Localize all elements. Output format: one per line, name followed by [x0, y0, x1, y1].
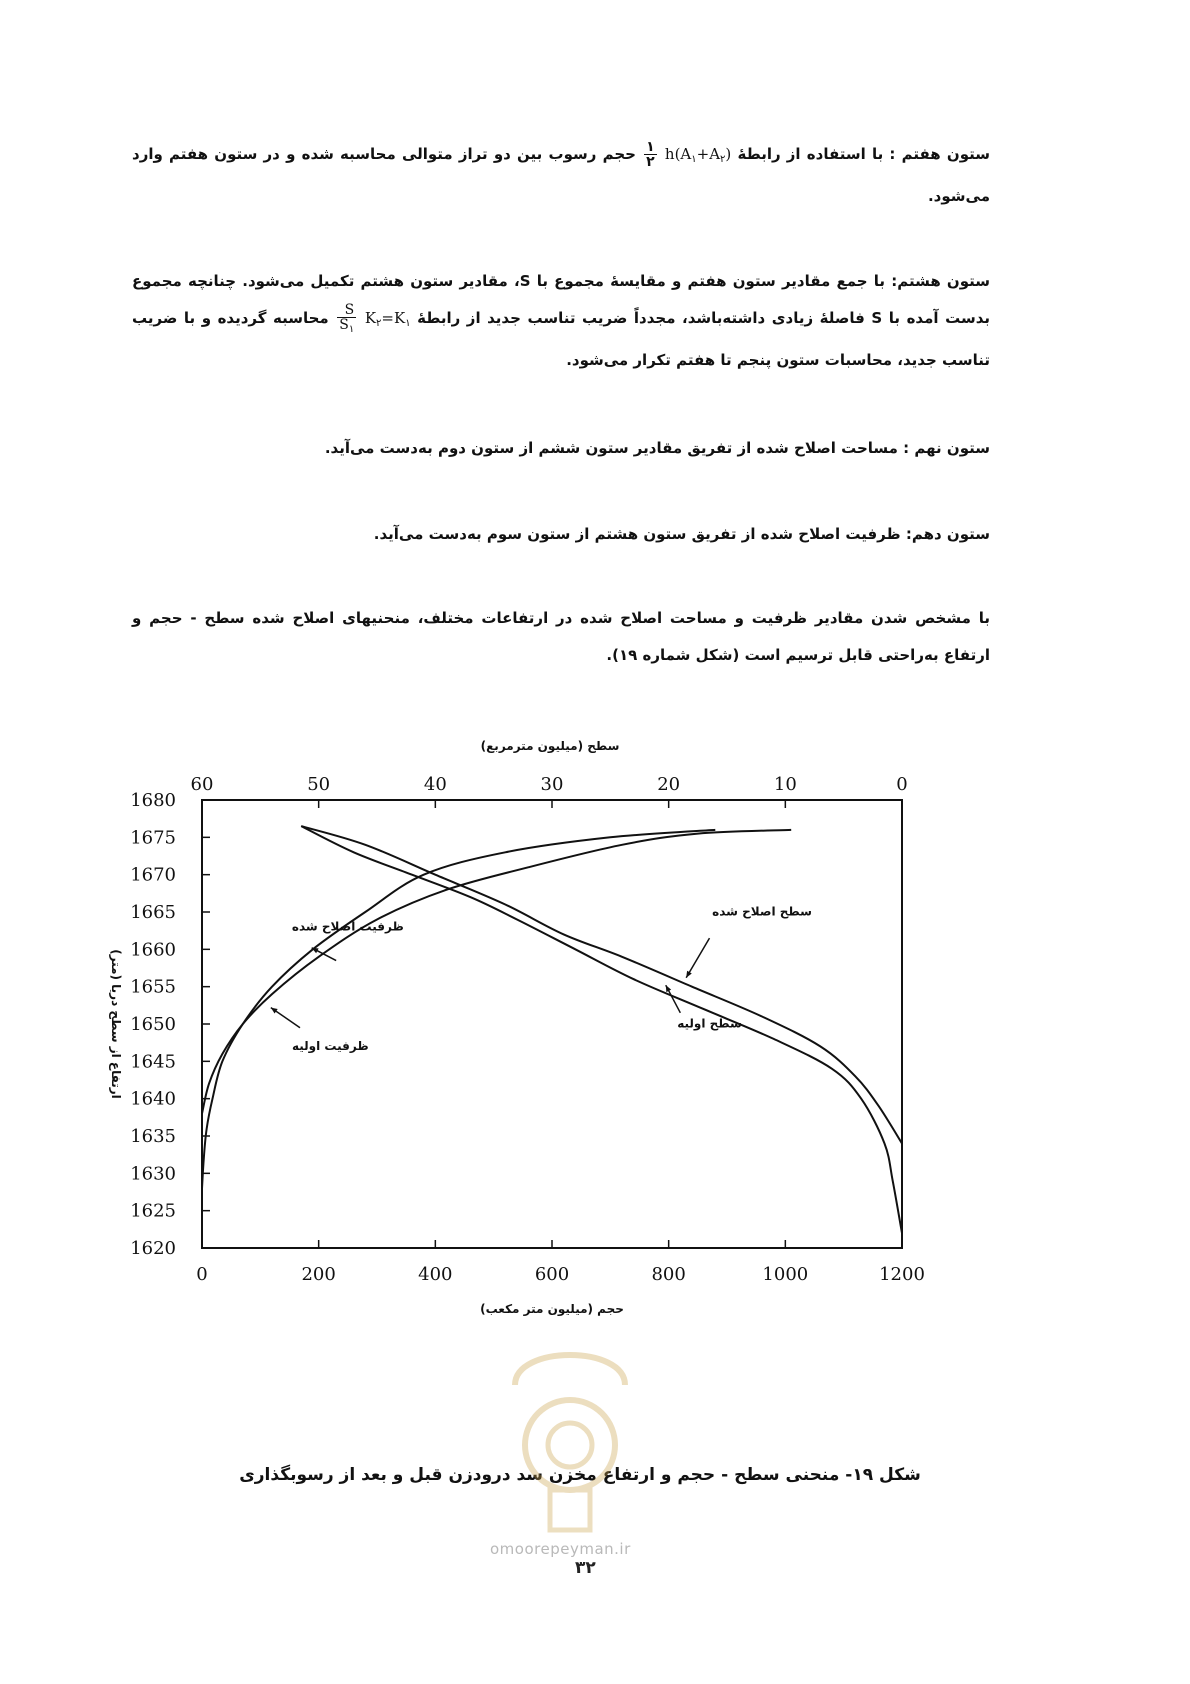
- series-corrected-area: [301, 826, 902, 1143]
- col8-line1: ستون هشتم: با جمع مقادیر ستون هفتم و مقایسهٔ مجموع با S، مقادیر ستون هشتم تکمیل می‌شود. چنانچه مجموع بدست آمده با S فاصلهٔ زیادی داشته‌باشد، مجدداً ضریب تناسب جدید از رابطهٔ: [132, 272, 991, 327]
- col8-line2: محاسبه گردیده و با ضریب تناسب جدید، محاسبات ستون پنجم تا هفتم تکرار می‌شود.: [132, 309, 990, 369]
- annotation-corrected-capacity: ظرفیت اصلاح شده: [291, 919, 404, 934]
- y-tick-label: 1620: [130, 1238, 176, 1259]
- paragraph-summary: با مشخص شدن مقادیر ظرفیت و مساحت اصلاح شده در ارتفاعات مختلف، منحنیهای اصلاح شده سطح - حجم و ارتفاع به‌راحتی قابل ترسیم است (شکل شماره ۱۹).: [132, 609, 990, 664]
- y-axis-title: ارتفاع از سطح دریا (متر): [109, 949, 123, 1099]
- y-tick-label: 1635: [130, 1126, 176, 1147]
- y-tick-label: 1645: [130, 1051, 176, 1073]
- paragraph-col9: ستون نهم : مساحت اصلاح شده از تفریق مقادیر ستون ششم از ستون دوم به‌دست می‌آید.: [324, 439, 990, 457]
- x-tick-label: 600: [534, 1264, 570, 1285]
- y-tick-label: 1680: [130, 790, 176, 811]
- top-axis-title: سطح (میلیون مترمربع): [480, 739, 620, 753]
- annotation-corrected-area-leader: [686, 938, 709, 978]
- col8-fraction: $\frac{S}{S_۱}$: [339, 301, 355, 335]
- x-tick-label: 800: [651, 1264, 686, 1285]
- x-axis-title: حجم (میلیون متر مکعب): [480, 1302, 624, 1316]
- y-tick-label: 1655: [130, 976, 176, 998]
- x-tick-label: 1200: [879, 1264, 925, 1285]
- x-tick-label: 200: [301, 1264, 336, 1285]
- x-tick-label: 1000: [762, 1264, 809, 1285]
- top-tick-label: 60: [190, 774, 214, 795]
- page-number: ۳۲: [575, 1558, 596, 1578]
- col7-rest: حجم رسوب بین دو تراز متوالی محاسبه شده و در ستون هفتم وارد می‌شود.: [132, 145, 990, 205]
- plot-frame: [202, 800, 902, 1248]
- annotation-corrected-area: سطح اصلاح شده: [712, 904, 812, 919]
- y-tick-label: 1660: [130, 939, 176, 961]
- top-tick-label: 20: [657, 774, 681, 795]
- y-tick-label: 1625: [130, 1200, 176, 1222]
- paragraph-col10: ستون دهم: ظرفیت اصلاح شده از تفریق ستون هشتم از ستون سوم به‌دست می‌آید.: [373, 525, 990, 543]
- series-corrected-capacity: [202, 830, 791, 1114]
- top-tick-label: 30: [540, 774, 564, 795]
- col8-k-formula: $K_۲=K_۱$: [364, 309, 411, 329]
- top-tick-label: 50: [307, 774, 331, 795]
- x-tick-label: 0: [196, 1264, 208, 1285]
- top-tick-label: 10: [773, 774, 797, 795]
- annotation-initial-capacity: ظرفیت اولیه: [291, 1039, 369, 1054]
- y-tick-label: 1670: [130, 864, 176, 886]
- y-tick-label: 1665: [130, 902, 176, 923]
- col7-lead: ستون هفتم : با استفاده از رابطهٔ: [737, 145, 990, 163]
- x-tick-label: 400: [418, 1264, 453, 1285]
- figure-caption: شکل ۱۹- منحنی سطح - حجم و ارتفاع مخزن سد درودزن قبل و بعد از رسوبگذاری: [239, 1465, 921, 1485]
- col7-fraction: $\frac{۱}{۲}$: [646, 139, 655, 170]
- paragraph-col7: [132, 136, 990, 215]
- series-initial-area: [301, 826, 902, 1233]
- col7-formula: $h(A_۱+A_۲)$: [664, 145, 732, 165]
- watermark-logo: [495, 1325, 645, 1540]
- watermark-url: omoorepeyman.ir: [490, 1540, 631, 1558]
- y-tick-label: 1675: [130, 827, 176, 849]
- y-tick-label: 1630: [130, 1163, 176, 1185]
- top-tick-label: 0: [896, 774, 908, 795]
- annotation-initial-capacity-arrowhead: [271, 1008, 278, 1014]
- paragraph-col8: [132, 263, 990, 379]
- y-tick-label: 1640: [130, 1088, 176, 1110]
- top-tick-label: 40: [423, 774, 447, 795]
- area-volume-elevation-chart: [90, 739, 950, 1340]
- annotation-initial-area: سطح اولیه: [677, 1016, 742, 1031]
- y-tick-label: 1650: [130, 1014, 176, 1035]
